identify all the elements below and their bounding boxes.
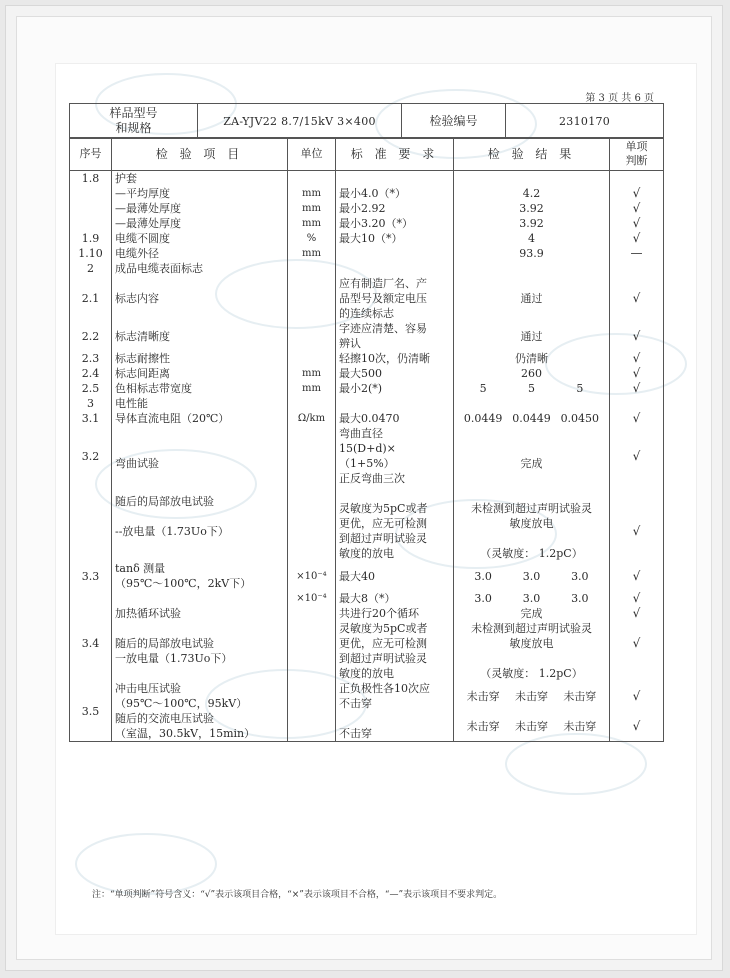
result-value: 3.0 [522,592,541,605]
row-no: 3.3 [70,561,112,591]
row-judgement: — [610,246,664,261]
row-item: 标志间距离 [112,366,288,381]
row-item: 标志清晰度 [112,321,288,351]
row-unit [288,681,336,742]
table-row [70,681,664,742]
result-triple [457,411,606,426]
row-judgement: √ [610,231,664,246]
result-triple [457,591,606,606]
row-unit: mm [288,366,336,381]
table-row [70,606,664,681]
row-std: 正负极性各10次应 不击穿 不击穿 [336,681,454,742]
row-no [70,201,112,216]
col-std: 标 准 要 求 [336,138,454,171]
row-no: 2.3 [70,351,112,366]
result-value: 未击穿 [466,719,500,733]
result-value: 5 [576,382,584,395]
row-judgement: √ √ [610,606,664,681]
result-value: 未击穿 [514,689,548,703]
row-unit [288,261,336,276]
result-triple [457,689,606,704]
row-no: 3.2 [70,426,112,486]
row-judgement: √ [610,411,664,426]
row-result: 通过 [454,321,610,351]
table-row [70,366,664,381]
result-value: 未击穿 [514,719,548,733]
table-row [70,186,664,201]
table-row [70,216,664,231]
row-std: 最小4.0（*） [336,186,454,201]
footnote: 注：“单项判断”符号含义：“√”表示该项目合格，“×”表示该项目不合格，“—”表示该项目不要求判定。 [92,890,503,900]
row-result: 4.2 [454,186,610,201]
row-item: 色相标志带宽度 [112,381,288,396]
row-unit: mm [288,216,336,231]
row-result: 完成 未检测到超过声明试验灵 敏度放电 （灵敏度： 1.2pC） [454,606,610,681]
row-judgement: √ [610,201,664,216]
row-std: 最大0.0470 [336,411,454,426]
row-judgement: √ [610,426,664,486]
row-result: 通过 [454,276,610,321]
row-unit: mm [288,246,336,261]
row-no: 3.1 [70,411,112,426]
row-judgement: √ √ [610,681,664,742]
col-judge: 单项 判断 [610,138,664,171]
row-std: 字迹应清楚、容易 辨认 [336,321,454,351]
row-std: 最大500 [336,366,454,381]
row-std [336,171,454,187]
table-row [70,321,664,351]
row-result: 3.92 [454,216,610,231]
result-value: 3.0 [474,569,492,583]
row-item: 加热循环试验 随后的局部放电试验 一放电量（1.73Uo下） [112,606,288,681]
row-std: 应有制造厂名、产 品型号及额定电压 的连续标志 [336,276,454,321]
row-result: 93.9 [454,246,610,261]
table-row [70,261,664,276]
table-row [70,381,664,396]
row-judgement: √ [610,561,664,591]
result-value: 未击穿 [466,689,500,703]
row-judgement: √ [610,216,664,231]
col-no: 序号 [70,138,112,171]
row-std: 弯曲直径 15(D+d)×（1+5%） 正反弯曲三次 [336,426,454,486]
result-value: 5 [527,382,535,395]
row-judgement: √ [610,351,664,366]
row-result: 260 [454,366,610,381]
row-unit: Ω/km [288,411,336,426]
row-no [70,591,112,606]
report-no-label: 检验编号 [402,104,506,139]
row-std: 最小2.92 [336,201,454,216]
row-unit [288,396,336,411]
table-row [70,246,664,261]
table-row [70,171,664,187]
row-no: 2 [70,261,112,276]
result-value: 0.0449 [463,412,503,425]
row-item: 电缆不圆度 [112,231,288,246]
row-unit [288,606,336,681]
row-unit [288,171,336,187]
row-no [70,216,112,231]
row-judgement: √ [610,186,664,201]
row-no: 2.2 [70,321,112,351]
row-unit [288,426,336,486]
row-result [454,261,610,276]
result-value: 3.0 [474,592,492,605]
row-no: 3 [70,396,112,411]
row-unit: mm [288,201,336,216]
row-result [454,171,610,187]
row-item: 导体直流电阻（20℃） [112,411,288,426]
model-value: ZA-YJV22 8.7/15kV 3×400 [198,104,402,139]
row-unit: % [288,231,336,246]
row-unit: ×10⁻⁴ [288,591,336,606]
row-std: 最大40 [336,561,454,591]
row-item: tanδ 测量 （95℃～100℃，2kV下） [112,561,288,591]
row-std: 共进行20个循环 灵敏度为5pC或者 更优，应无可检测 到超过声明试验灵 敏度的放电 [336,606,454,681]
row-unit: mm [288,381,336,396]
row-item: 电性能 [112,396,288,411]
result-value: 未击穿 [563,719,597,733]
row-std: 轻擦10次，仍清晰 [336,351,454,366]
table-row [70,411,664,426]
result-triple [457,381,606,396]
row-std: 最大10（*） [336,231,454,246]
row-judgement: √ [610,591,664,606]
row-no: 3.4 [70,606,112,681]
table-row [70,276,664,321]
row-item: 冲击电压试验 （95℃～100℃，95kV） 随后的交流电压试验 （室温，30.5kV，15min） [112,681,288,742]
row-item: 标志耐擦性 [112,351,288,366]
result-value: 未击穿 [563,689,597,703]
row-judgement: √ [610,366,664,381]
row-unit [288,486,336,561]
row-judgement: √ [610,486,664,561]
row-std [336,396,454,411]
row-result: 仍清晰 [454,351,610,366]
page-number: 第 3 页 共 6 页 [585,93,654,104]
col-result: 检 验 结 果 [454,138,610,171]
row-std: 最小3.20（*） [336,216,454,231]
table-row [70,561,664,591]
row-judgement [610,171,664,187]
table-row [70,591,664,606]
row-item: 护套 [112,171,288,187]
row-item: —最薄处厚度 [112,201,288,216]
report-no-value: 2310170 [506,104,664,139]
result-value: 5 [479,382,487,395]
table-row [70,486,664,561]
result-triple [457,569,606,584]
result-value: 0.0450 [560,412,600,425]
row-item: 成品电缆表面标志 [112,261,288,276]
row-std: 灵敏度为5pC或者 更优，应无可检测 到超过声明试验灵 敏度的放电 [336,486,454,561]
row-item: —最薄处厚度 [112,216,288,231]
spacer [457,704,606,719]
row-std: 最小2(*) [336,381,454,396]
row-no: 1.8 [70,171,112,187]
table-row [70,351,664,366]
row-no [70,186,112,201]
row-result [454,396,610,411]
row-no: 1.10 [70,246,112,261]
row-result [454,381,610,396]
row-result [454,411,610,426]
row-item: 标志内容 [112,276,288,321]
row-judgement [610,396,664,411]
result-value: 0.0449 [512,412,551,425]
table-row [70,396,664,411]
results-body [70,171,664,742]
row-std: 最大8（*） [336,591,454,606]
row-item: 电缆外径 [112,246,288,261]
row-judgement: √ [610,276,664,321]
row-item: 随后的局部放电试验 --放电量（1.73Uo下） [112,486,288,561]
row-item: —平均厚度 [112,186,288,201]
row-std [336,246,454,261]
row-unit: ×10⁻⁴ [288,561,336,591]
row-no [70,486,112,561]
row-result: 未检测到超过声明试验灵 敏度放电 （灵敏度： 1.2pC） [454,486,610,561]
row-result [454,561,610,591]
row-result: 4 [454,231,610,246]
row-item: 弯曲试验 [112,426,288,486]
result-value: 3.0 [571,592,589,605]
row-judgement [610,261,664,276]
row-no: 2.4 [70,366,112,381]
test-results-table [69,137,664,742]
result-value: 3.0 [571,569,589,583]
row-std [336,261,454,276]
row-result: 完成 [454,426,610,486]
table-row [70,426,664,486]
result-value: 3.0 [522,569,541,583]
row-no: 1.9 [70,231,112,246]
table-row [70,231,664,246]
model-label: 样品型号 和规格 [70,104,198,139]
row-unit [288,321,336,351]
row-item [112,591,288,606]
col-item: 检 验 项 目 [112,138,288,171]
row-result: 3.92 [454,201,610,216]
row-unit [288,351,336,366]
row-judgement: √ [610,381,664,396]
row-no: 2.5 [70,381,112,396]
row-unit: mm [288,186,336,201]
row-no: 2.1 [70,276,112,321]
row-result [454,681,610,742]
result-triple [457,719,606,734]
test-report-table [69,103,664,139]
row-result [454,591,610,606]
table-row [70,201,664,216]
row-unit [288,276,336,321]
row-judgement: √ [610,321,664,351]
row-no: 3.5 [70,681,112,742]
col-unit: 单位 [288,138,336,171]
